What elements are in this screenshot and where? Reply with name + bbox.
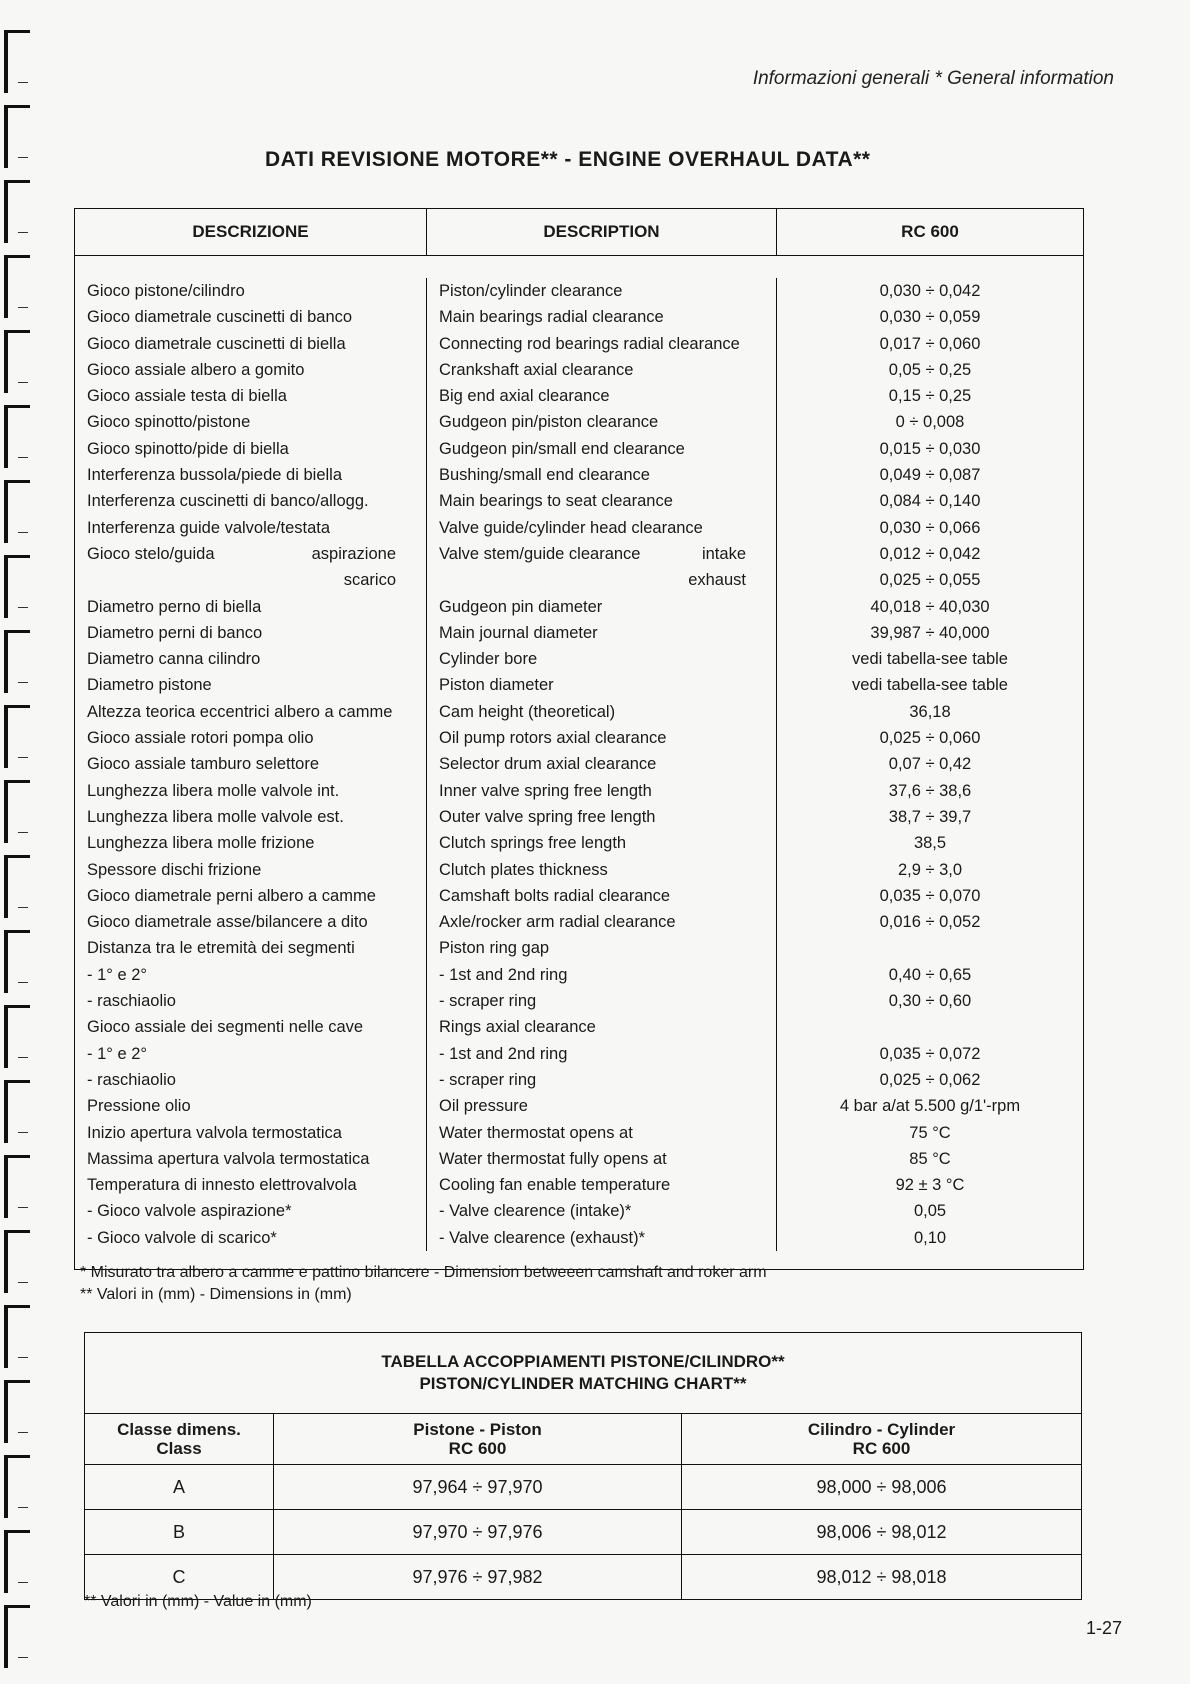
table-row-it: Lunghezza libera molle frizione: [87, 834, 315, 853]
footnote-measured: * Misurato tra albero a camme e pattino bilancere - Dimension betweeen camshaft and roker arm: [80, 1264, 767, 1281]
binding-margin: [0, 30, 40, 1670]
binding-dash: [18, 1357, 28, 1358]
header-piston-l2: RC 600: [448, 1439, 507, 1458]
table-row-en: Axle/rocker arm radial clearance: [439, 913, 676, 932]
table-row-it: Diametro perno di biella: [87, 597, 262, 616]
header-class: [85, 1414, 274, 1465]
table-row-value: 0,035 ÷ 0,072: [879, 1044, 981, 1063]
table-row-en: Camshaft bolts radial clearance: [439, 886, 671, 905]
table-row: [85, 1465, 1082, 1510]
binding-mark: [4, 180, 30, 243]
binding-dash: [18, 82, 28, 83]
table-row-value: [777, 1014, 1083, 1040]
binding-mark: [4, 1530, 30, 1593]
table-row-en: Connecting rod bearings radial clearance: [439, 334, 740, 353]
table-row: [85, 1510, 1082, 1555]
table-row-en: Main bearings to seat clearance: [439, 492, 673, 511]
binding-mark: [4, 255, 30, 318]
table-row-it: Spessore dischi frizione: [87, 860, 262, 879]
table-row-en: Oil pump rotors axial clearance: [439, 729, 667, 748]
table-row-it: Gioco diametrale cuscinetti di banco: [87, 308, 353, 327]
table-row-it: Gioco assiale dei segmenti nelle cave: [87, 1018, 364, 1037]
header-rc600: RC 600: [901, 222, 959, 241]
table-row-it: [75, 541, 426, 567]
table-row-en: [427, 567, 776, 593]
cylinder-cell: 98,000 ÷ 98,006: [682, 1465, 1082, 1510]
binding-mark: [4, 930, 30, 993]
table-row-value: 0,030 ÷ 0,042: [879, 282, 981, 300]
matching-chart-title: [85, 1333, 1082, 1414]
table-row-it: Gioco diametrale perni albero a camme: [87, 886, 376, 905]
table-row-en: - 1st and 2nd ring: [439, 965, 568, 984]
table-row-value: 85 °C: [909, 1149, 951, 1168]
table-row-it: Gioco spinotto/pide di biella: [87, 439, 289, 458]
overhaul-table-header: [75, 209, 1083, 256]
binding-mark: [4, 1230, 30, 1293]
table-row-en: Clutch springs free length: [439, 834, 627, 853]
cell-subtext: aspirazione: [311, 544, 396, 563]
table-row-it: Gioco pistone/cilindro: [87, 282, 245, 300]
page-number: 1-27: [1085, 1618, 1122, 1638]
binding-dash: [18, 382, 28, 383]
table-row-it: Pressione olio: [87, 1097, 191, 1116]
binding-mark: [4, 405, 30, 468]
table-row-it: Gioco assiale albero a gomito: [87, 360, 305, 379]
header-cylinder: [682, 1414, 1082, 1465]
binding-dash: [18, 757, 28, 758]
table-row-it: Interferenza cuscinetti di banco/allogg.: [87, 492, 369, 511]
binding-dash: [18, 1207, 28, 1208]
piston-cell: 97,970 ÷ 97,976: [274, 1510, 682, 1555]
table-row-it: - Gioco valvole di scarico*: [87, 1228, 277, 1247]
table-row-it: - raschiaolio: [87, 992, 176, 1011]
matching-footnote: ** Valori in (mm) - Value in (mm): [84, 1593, 312, 1610]
table-row-it: Gioco assiale tamburo selettore: [87, 755, 320, 774]
binding-mark: [4, 1455, 30, 1518]
table-row-en: Selector drum axial clearance: [439, 755, 657, 774]
page-title: DATI REVISIONE MOTORE** - ENGINE OVERHAUL DATA**: [265, 148, 871, 171]
binding-dash: [18, 457, 28, 458]
table-row-en: Clutch plates thickness: [439, 860, 608, 879]
binding-dash: [18, 607, 28, 608]
table-row-en: - Valve clearence (intake)*: [439, 1202, 632, 1221]
table-row-it: Gioco assiale rotori pompa olio: [87, 729, 314, 748]
table-row-en: - 1st and 2nd ring: [439, 1044, 568, 1063]
binding-dash: [18, 1282, 28, 1283]
table-row-it: Inizio apertura valvola termostatica: [87, 1123, 342, 1142]
table-row-it: Distanza tra le etremità dei segmenti: [87, 939, 355, 958]
table-row-it: Gioco diametrale asse/bilancere a dito: [87, 913, 368, 932]
table-row-value: 0,05: [913, 1202, 947, 1221]
table-row-en: Main journal diameter: [439, 623, 598, 642]
table-row-en: - scraper ring: [439, 1070, 537, 1089]
table-row-en: Main bearings radial clearance: [439, 308, 664, 327]
table-row-value: 4 bar a/at 5.500 g/1'-rpm: [839, 1097, 1021, 1116]
cell-text: Gioco stelo/guida: [87, 544, 215, 563]
header-description: DESCRIPTION: [427, 209, 777, 255]
table-row-it: Gioco diametrale cuscinetti di biella: [87, 334, 346, 353]
overhaul-table-body: [75, 256, 1083, 1269]
table-row-it: Interferenza bussola/piede di biella: [87, 466, 343, 485]
table-row-en: Water thermostat fully opens at: [439, 1149, 667, 1168]
header-cylinder-l2: RC 600: [852, 1439, 911, 1458]
cylinder-cell: 98,006 ÷ 98,012: [682, 1510, 1082, 1555]
table-row-en: Cam height (theoretical): [439, 702, 616, 721]
table-row-en: - scraper ring: [439, 992, 537, 1011]
table-row-value: 38,5: [913, 834, 947, 853]
english-descriptions: [427, 278, 777, 1251]
table-row-value: 38,7 ÷ 39,7: [888, 807, 972, 826]
table-row-value: 0,016 ÷ 0,052: [879, 913, 981, 932]
table-row-it: Diametro canna cilindro: [87, 650, 261, 669]
binding-dash: [18, 1657, 28, 1658]
table-row-value: 0,025 ÷ 0,060: [879, 729, 981, 748]
table-row-en: Gudgeon pin/piston clearance: [439, 413, 659, 432]
table-row-value: 0,10: [913, 1228, 947, 1247]
binding-dash: [18, 832, 28, 833]
table-row-en: Water thermostat opens at: [439, 1123, 633, 1142]
table-row-en: Big end axial clearance: [439, 387, 610, 406]
binding-dash: [18, 1132, 28, 1133]
table-row-value: 0,07 ÷ 0,42: [888, 755, 972, 774]
table-row-value: 0,084 ÷ 0,140: [879, 492, 981, 511]
table-row-value: 75 °C: [909, 1123, 951, 1142]
table-row-it: Gioco spinotto/pistone: [87, 413, 251, 432]
footnotes: [80, 1262, 767, 1306]
binding-mark: [4, 555, 30, 618]
table-row-value: 37,6 ÷ 38,6: [888, 781, 972, 800]
table-row-value: 0,025 ÷ 0,062: [879, 1070, 981, 1089]
table-row-value: 92 ± 3 °C: [895, 1176, 965, 1195]
table-row-it: Diametro perni di banco: [87, 623, 263, 642]
table-row-en: Outer valve spring free length: [439, 807, 656, 826]
table-row-it: Interferenza guide valvole/testata: [87, 518, 331, 537]
table-row-en: Bushing/small end clearance: [439, 466, 650, 485]
page-header: Informazioni generali * General information: [752, 68, 1114, 89]
table-row-it: - Gioco valvole aspirazione*: [87, 1202, 292, 1221]
binding-mark: [4, 30, 30, 93]
table-row-value: 0,012 ÷ 0,042: [879, 544, 981, 563]
binding-mark: [4, 330, 30, 393]
header-piston: [274, 1414, 682, 1465]
table-row-en: Piston diameter: [439, 676, 554, 695]
table-row-it: [75, 567, 426, 593]
table-row-value: [777, 935, 1083, 961]
table-row-en: Valve guide/cylinder head clearance: [439, 518, 703, 537]
table-row-it: Diametro pistone: [87, 676, 212, 695]
table-row-value: 0,030 ÷ 0,059: [879, 308, 981, 327]
table-row-en: Cylinder bore: [439, 650, 538, 669]
matching-title-en: PISTON/CYLINDER MATCHING CHART**: [419, 1374, 747, 1393]
binding-mark: [4, 480, 30, 543]
binding-mark: [4, 1155, 30, 1218]
table-row-en: Piston ring gap: [439, 939, 550, 958]
table-row-value: 36,18: [909, 702, 951, 721]
table-row-value: 0,025 ÷ 0,055: [879, 571, 981, 590]
cell-subtext: scarico: [343, 571, 396, 590]
binding-mark: [4, 705, 30, 768]
binding-dash: [18, 1507, 28, 1508]
cell-subtext: exhaust: [688, 571, 746, 590]
binding-dash: [18, 1582, 28, 1583]
table-row-it: - 1° e 2°: [87, 1044, 147, 1063]
binding-dash: [18, 1057, 28, 1058]
table-row-it: - raschiaolio: [87, 1070, 176, 1089]
table-row-it: Massima apertura valvola termostatica: [87, 1149, 370, 1168]
table-row-value: vedi tabella-see table: [852, 650, 1008, 669]
matching-title-it: TABELLA ACCOPPIAMENTI PISTONE/CILINDRO**: [381, 1352, 785, 1371]
table-row-value: 40,018 ÷ 40,030: [870, 597, 990, 616]
binding-dash: [18, 682, 28, 683]
table-row-it: - 1° e 2°: [87, 965, 147, 984]
class-cell: A: [85, 1465, 274, 1510]
table-row-value: 0,015 ÷ 0,030: [879, 439, 981, 458]
table-row-en: Cooling fan enable temperature: [439, 1176, 671, 1195]
class-cell: C: [85, 1555, 274, 1600]
table-row-en: Piston/cylinder clearance: [439, 282, 623, 300]
table-row-it: Lunghezza libera molle valvole int.: [87, 781, 340, 800]
binding-mark: [4, 630, 30, 693]
binding-mark: [4, 1005, 30, 1068]
binding-dash: [18, 307, 28, 308]
header-piston-l1: Pistone - Piston: [413, 1420, 542, 1439]
header-class-l1: Classe dimens.: [117, 1420, 241, 1439]
binding-dash: [18, 982, 28, 983]
table-row-value: 0,40 ÷ 0,65: [888, 965, 972, 984]
piston-cell: 97,976 ÷ 97,982: [274, 1555, 682, 1600]
table-row-it: Temperatura di innesto elettrovalvola: [87, 1176, 357, 1195]
binding-mark: [4, 780, 30, 843]
table-row-it: Gioco assiale testa di biella: [87, 387, 287, 406]
matching-chart: [84, 1332, 1082, 1600]
header-descrizione: DESCRIZIONE: [75, 209, 427, 255]
table-row-value: 0,049 ÷ 0,087: [879, 466, 981, 485]
table-row-value: 0,05 ÷ 0,25: [888, 360, 972, 379]
table-row-en: - Valve clearence (exhaust)*: [439, 1228, 646, 1247]
binding-mark: [4, 855, 30, 918]
table-row-en: Crankshaft axial clearance: [439, 360, 634, 379]
binding-mark: [4, 1080, 30, 1143]
header-cylinder-l1: Cilindro - Cylinder: [807, 1420, 956, 1439]
table-row-value: 0,035 ÷ 0,070: [879, 886, 981, 905]
cylinder-cell: 98,012 ÷ 98,018: [682, 1555, 1082, 1600]
overhaul-table: [74, 208, 1084, 1270]
table-row-value: 0,030 ÷ 0,066: [879, 518, 981, 537]
header-class-l2: Class: [156, 1439, 202, 1458]
table-row-value: 2,9 ÷ 3,0: [897, 860, 963, 879]
binding-dash: [18, 232, 28, 233]
table-row-value: 0,30 ÷ 0,60: [888, 992, 972, 1011]
italian-descriptions: [75, 278, 427, 1251]
table-row-en: Inner valve spring free length: [439, 781, 652, 800]
binding-mark: [4, 1305, 30, 1368]
cell-text: Valve stem/guide clearance: [439, 544, 641, 563]
binding-dash: [18, 1432, 28, 1433]
class-cell: B: [85, 1510, 274, 1555]
binding-mark: [4, 1380, 30, 1443]
table-row-en: [427, 541, 776, 567]
table-row-it: Altezza teorica eccentrici albero a camme: [87, 702, 393, 721]
table-row-en: Gudgeon pin/small end clearance: [439, 439, 685, 458]
table-row-value: vedi tabella-see table: [852, 676, 1008, 695]
table-row-en: Oil pressure: [439, 1097, 528, 1116]
table-row-value: 39,987 ÷ 40,000: [870, 623, 990, 642]
binding-mark: [4, 105, 30, 168]
cell-subtext: intake: [701, 544, 746, 563]
table-row-value: 0,017 ÷ 0,060: [879, 334, 981, 353]
table-row-en: Rings axial clearance: [439, 1018, 596, 1037]
piston-cell: 97,964 ÷ 97,970: [274, 1465, 682, 1510]
binding-mark: [4, 1605, 30, 1668]
binding-dash: [18, 907, 28, 908]
binding-dash: [18, 157, 28, 158]
table-row-value: 0,15 ÷ 0,25: [888, 387, 972, 406]
table-row-it: Lunghezza libera molle valvole est.: [87, 807, 344, 826]
table-row-en: Gudgeon pin diameter: [439, 597, 603, 616]
table-row-value: 0 ÷ 0,008: [895, 413, 965, 432]
rc600-values: [777, 278, 1083, 1251]
binding-dash: [18, 532, 28, 533]
footnote-units: ** Valori in (mm) - Dimensions in (mm): [80, 1286, 352, 1303]
